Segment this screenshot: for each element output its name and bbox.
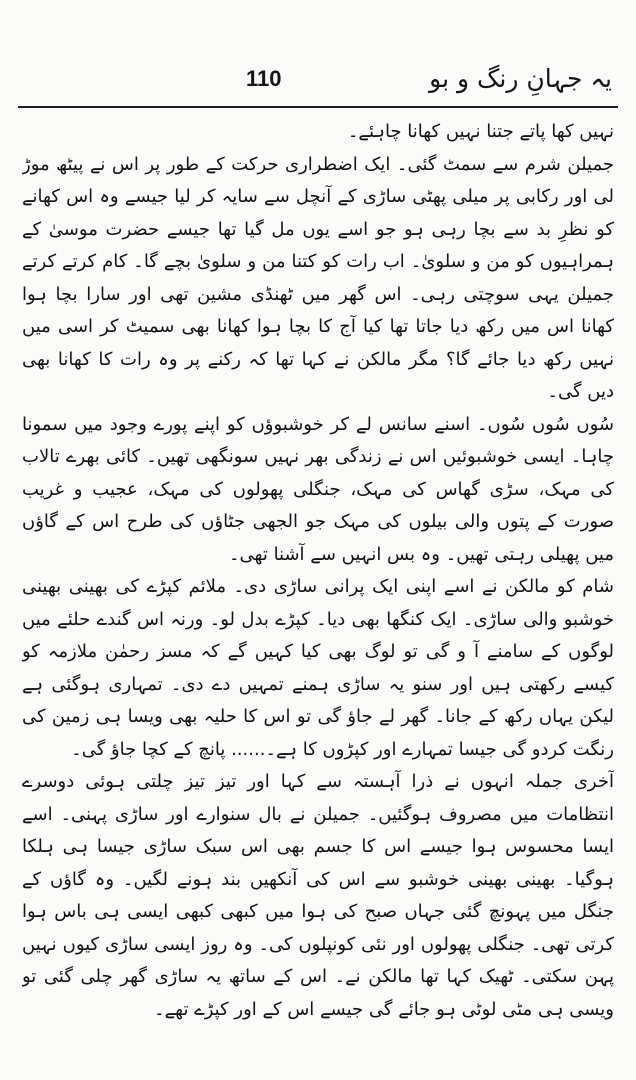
paragraph: آخری جملہ انہوں نے ذرا آہستہ سے کہا اور تیز تیز چلتی ہوئی دوسرے انتظامات میں مصروف ہوگئیں۔ جمیلن نے بال سنوارے اور ساڑی پہنی۔ اسے ایسا محسوس ہوا جیسے اس کا جسم بھی اس سبک ساڑی جیسا ہی ہلکا ہوگیا۔ بھینی بھینی خوشبو سے اس کی آنکھیں بند ہونے لگیں۔ وہ گاؤں کے جنگل میں پہونچ گئی جہاں صبح کی ہوا میں کبھی کبھی ایسی ہی باس ہوا کرتی تھی۔ جنگلی پھولوں اور نئی کونپلوں کی۔ وہ روز ایسی ساڑی کیوں نہیں پہن سکتی۔ ٹھیک کہا تھا مالکن نے۔ اس کے ساتھ یہ ساڑی گھر چلی گئی تو ویسی ہی مٹی لوٹی ہو جائے گی جیسے اس کے اور کپڑے تھے۔ — [22, 771, 614, 1020]
body-text — [22, 116, 614, 1046]
paragraph: شام کو مالکن نے اسے اپنی ایک پرانی ساڑی دی۔ ملائم کپڑے کی بھینی بھینی خوشبو والی ساڑی۔ ایک کنگھا بھی دیا۔ کپڑے بدل لو۔ ورنہ اس گندے حلئے میں لوگوں کے سامنے آ و گی تو لوگ بھی کیا کہیں گے کہ مسز رحمٰن ملازمہ کو کیسے رکھتی ہیں اور سنو یہ ساڑی ہمنے تمہیں دے دی۔ تمہاری ہوگئی ہے لیکن یہاں رکھ کے جانا۔ گھر لے جاؤ گی تو اس کا حلیہ بھی ویسا ہی زمین کی رنگت کردو گی جیسا تمہارے اور کپڑوں کا ہے۔...... پانچ کے کچا جاؤ گی۔ — [22, 576, 614, 760]
paragraph: جمیلن شرم سے سمٹ گئی۔ ایک اضطراری حرکت کے طور پر اس نے پیٹھ موڑ لی اور رکابی پر میلی پھٹی ساڑی کے آنچل سے سایہ کر لیا جیسے وہ اس کھانے کو نظرِ بد سے بچا رہی ہو جو اسے یوں مل گیا تھا جیسے حضرت موسیٰ کے ہمراہیوں کو من و سلویٰ۔ اب رات کو کتنا من و سلویٰ بچے گا۔ کام کرتے کرتے جمیلن یہی سوچتی رہی۔ اس گھر میں ٹھنڈی مشین تھی اور سارا بچا ہوا کھانا اس میں رکھ دیا جاتا تھا کیا آج کا بچا ہوا کھانا بھی سمیٹ کر اسی میں نہیں رکھ دیا جائے گا؟ مگر مالکن نے کہا تھا کہ رکنے پر وہ رات کا کھانا بھی دیں گی۔ — [22, 153, 614, 402]
page-header — [18, 62, 618, 106]
paragraph: سُوں سُوں سُوں۔ اسنے سانس لے کر خوشبوؤں کو اپنے پورے وجود میں سمونا چاہا۔ ایسی خوشبوئیں اس نے زندگی بھر نہیں سونگھی تھیں۔ کائی بھرے تالاب کی مہک، سڑی گھاس کی مہک، جنگلی پھولوں کی مہک، عجیب و غریب صورت کے پتوں والی بیلوں کی مہک جو الجھی جٹاؤں کی طرح اس کے گاؤں میں پھیلی رہتی تھیں۔ وہ بس انہیں سے آشنا تھی۔ — [22, 413, 614, 565]
header-divider — [18, 106, 618, 108]
paragraph: نہیں کھا پاتے جتنا نہیں کھانا چاہئے۔ — [347, 121, 614, 142]
page-number: 110 — [246, 66, 282, 91]
book-title: یہ جہانِ رنگ و بو — [429, 64, 612, 93]
